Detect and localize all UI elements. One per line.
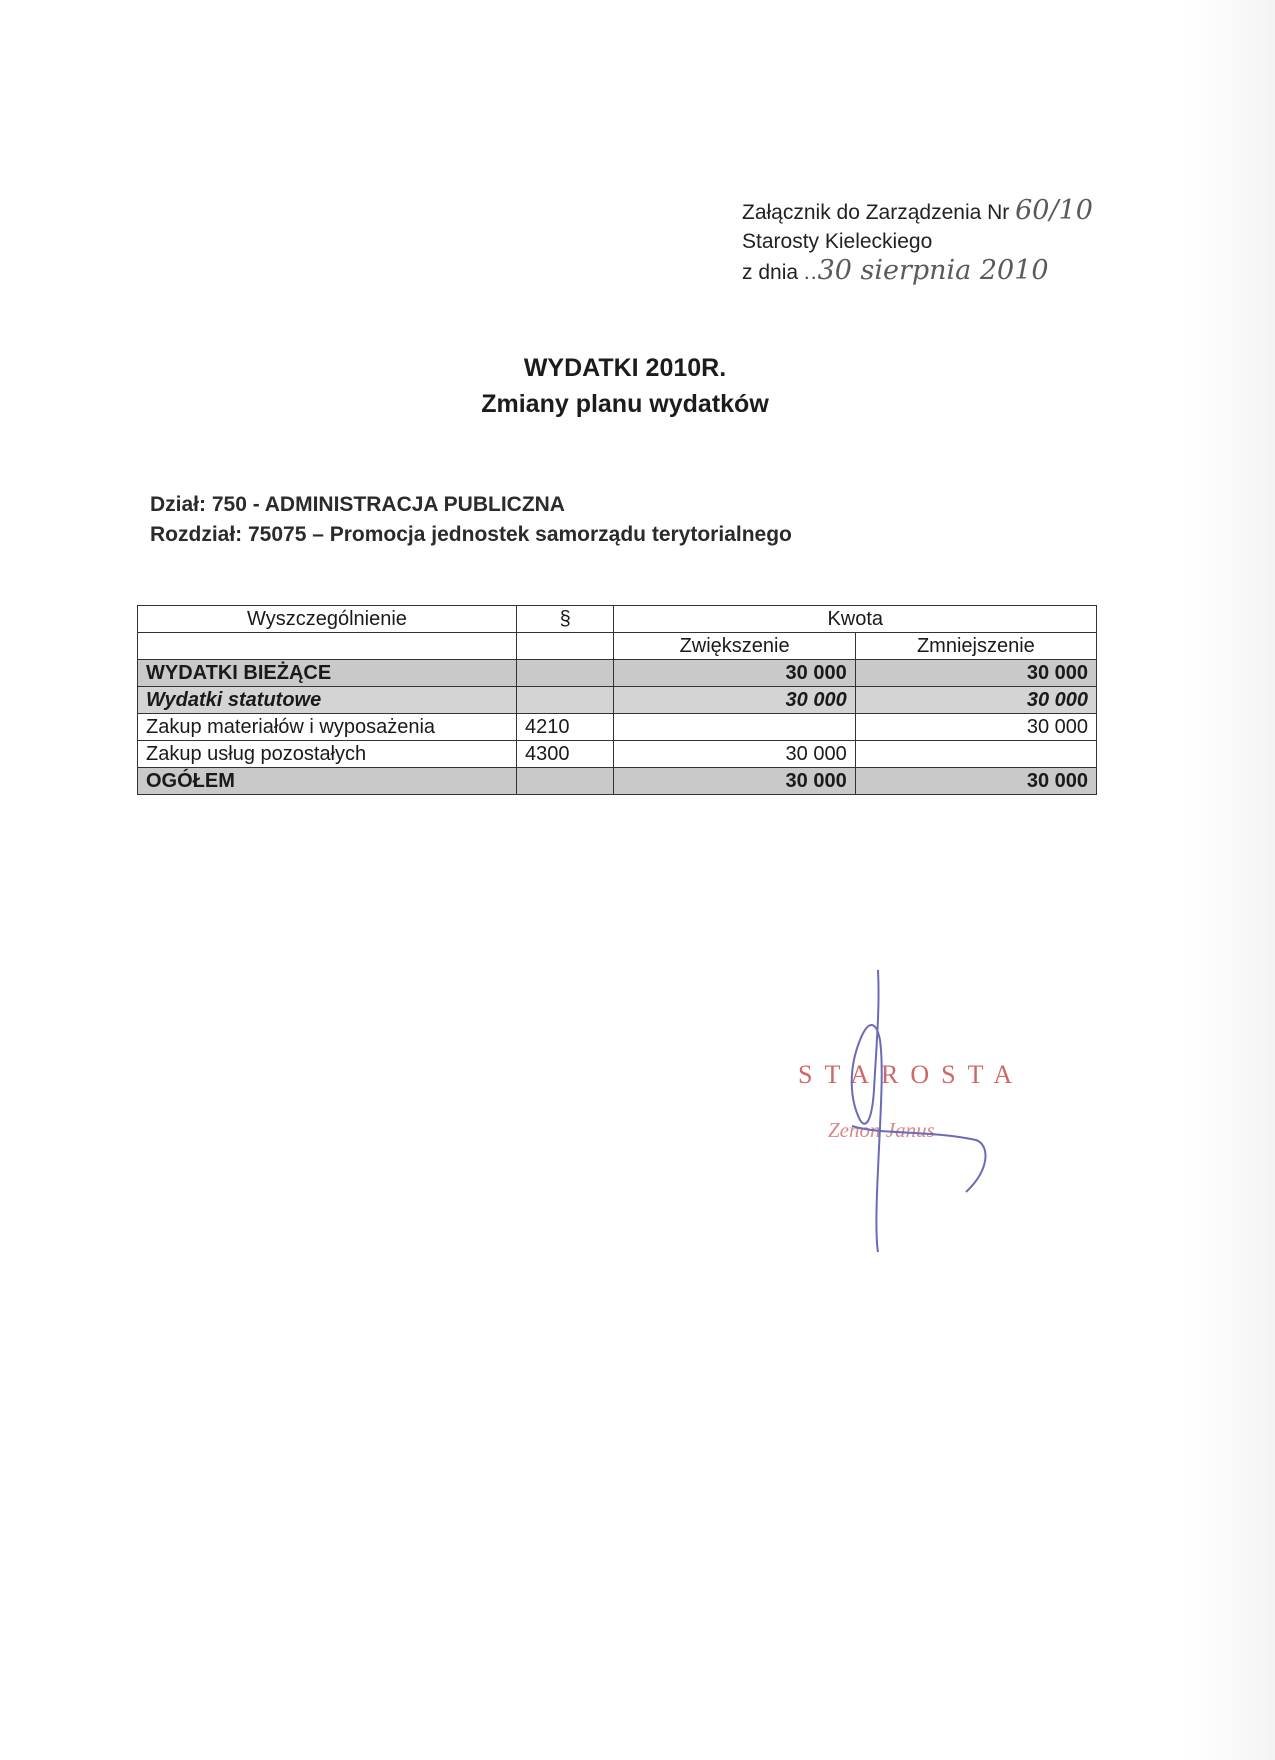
expenditure-table (137, 605, 1097, 795)
classification (150, 490, 792, 550)
row-increase: 30 000 (614, 660, 855, 687)
header-row-2 (138, 633, 1097, 660)
annex-date-handwritten: 30 sierpnia 2010 (817, 255, 1049, 286)
dzial-line: Dział: 750 - ADMINISTRACJA PUBLICZNA (150, 493, 565, 516)
stamp-name: Zenon Janus (828, 1118, 935, 1142)
header-empty-paragraph (516, 633, 614, 660)
annex-note (742, 196, 1093, 287)
header-amount: Kwota (614, 606, 1097, 633)
row-name: Zakup usług pozostałych (138, 741, 517, 768)
table-row-total (138, 768, 1097, 795)
table-row (138, 741, 1097, 768)
row-increase: 30 000 (614, 687, 855, 714)
scan-edge-shadow (1185, 0, 1275, 1760)
header-name: Wyszczególnienie (138, 606, 517, 633)
annex-number-handwritten: 60/10 (1015, 195, 1093, 226)
table-row (138, 660, 1097, 687)
header-empty-name (138, 633, 517, 660)
annex-line-1 (742, 196, 1093, 227)
row-name: Wydatki statutowe (138, 687, 517, 714)
table-row (138, 687, 1097, 714)
row-paragraph (516, 768, 614, 795)
stamp-title: STAROSTA (798, 1060, 1025, 1089)
header-increase: Zwiększenie (614, 633, 855, 660)
annex-date-label: z dnia (742, 261, 799, 284)
row-paragraph: 4300 (516, 741, 614, 768)
dotted-fill: .. (803, 261, 818, 284)
document-title (0, 350, 1250, 422)
row-name: OGÓŁEM (138, 768, 517, 795)
header-decrease: Zmniejszenie (855, 633, 1096, 660)
annex-line-2: Starosty Kieleckiego (742, 230, 933, 253)
row-decrease (855, 741, 1096, 768)
row-name: WYDATKI BIEŻĄCE (138, 660, 517, 687)
row-paragraph (516, 687, 614, 714)
annex-line-3 (742, 256, 1093, 287)
row-decrease: 30 000 (855, 687, 1096, 714)
annex-label: Załącznik do Zarządzenia Nr (742, 201, 1010, 224)
title-line-2: Zmiany planu wydatków (481, 390, 769, 418)
row-decrease: 30 000 (855, 660, 1096, 687)
rozdzial-line: Rozdział: 75075 – Promocja jednostek samorządu terytorialnego (150, 523, 792, 546)
title-line-1: WYDATKI 2010R. (523, 354, 727, 382)
row-increase: 30 000 (614, 741, 855, 768)
row-name: Zakup materiałów i wyposażenia (138, 714, 517, 741)
row-decrease: 30 000 (855, 714, 1096, 741)
signature-icon (790, 970, 1050, 1260)
row-increase (614, 714, 855, 741)
header-row-1 (138, 606, 1097, 633)
row-paragraph: 4210 (516, 714, 614, 741)
row-increase: 30 000 (614, 768, 855, 795)
row-paragraph (516, 660, 614, 687)
row-decrease: 30 000 (855, 768, 1096, 795)
table-row (138, 714, 1097, 741)
header-paragraph: § (516, 606, 614, 633)
